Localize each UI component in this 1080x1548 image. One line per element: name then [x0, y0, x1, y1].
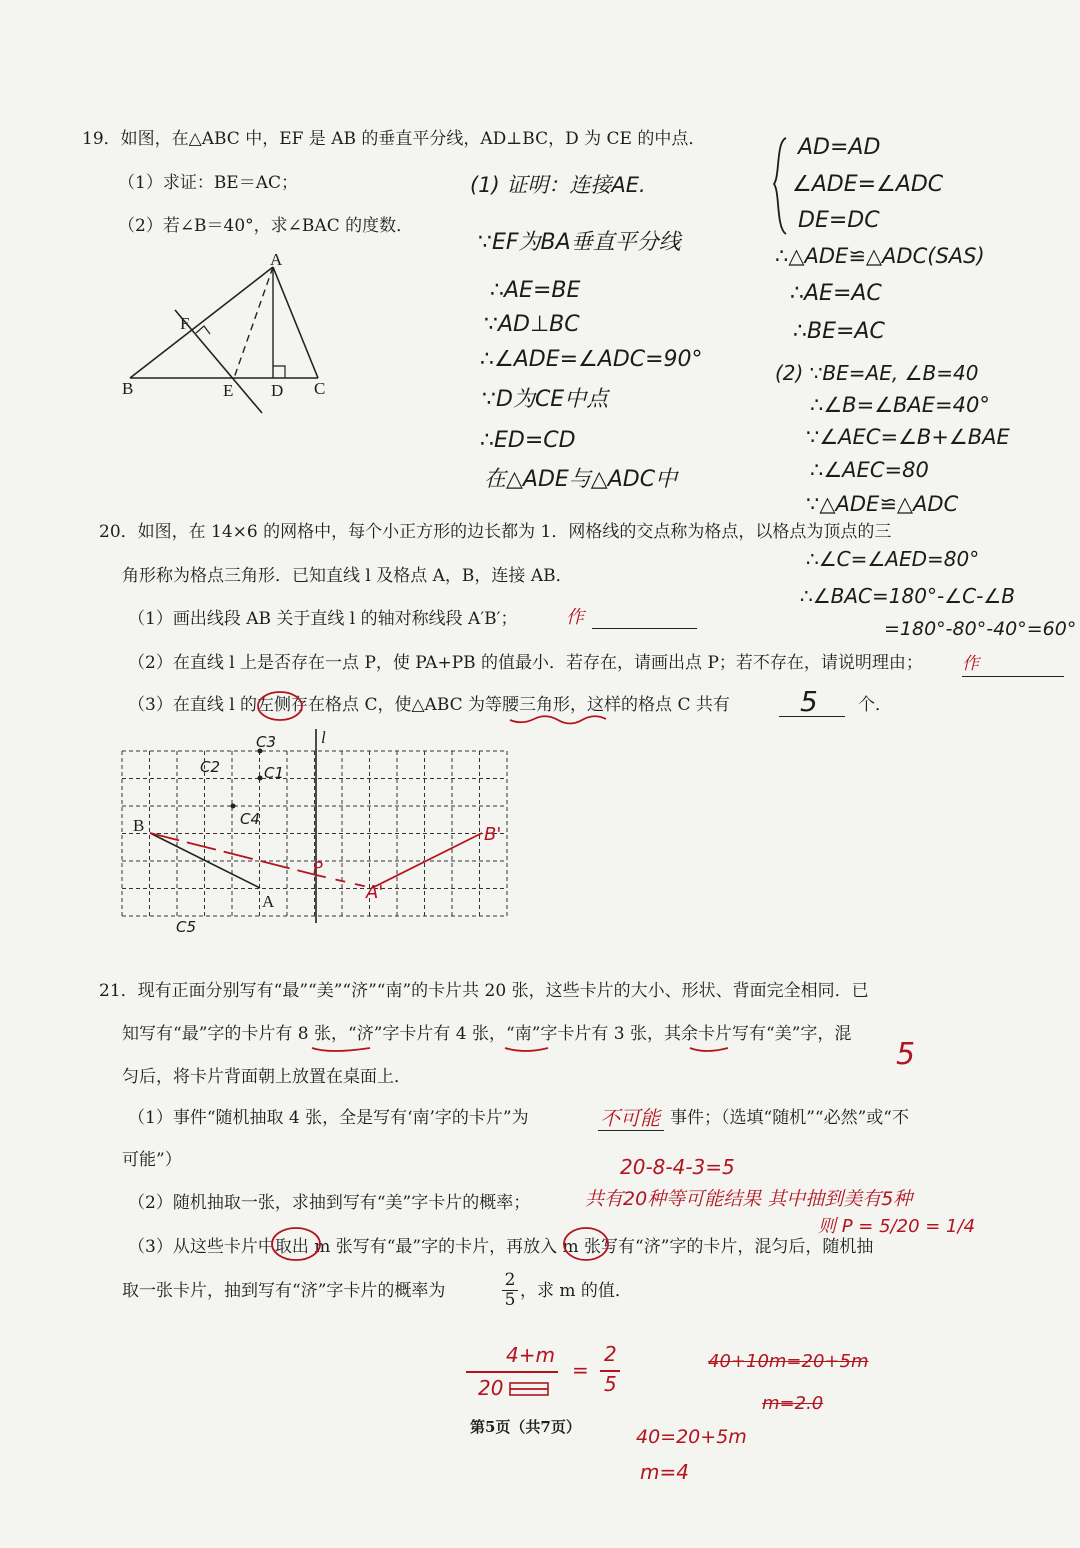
hw-q21-eq-bar [466, 1371, 558, 1373]
hw-q21-sol1: 40=20+5m [636, 1426, 747, 1448]
hw-q21-eq-rhs-num: 2 [604, 1342, 617, 1366]
hw-q19-mid-2: ∴AE=BE [490, 278, 581, 303]
hw-q21-strike1: 40+10m=20+5m [708, 1351, 869, 1372]
hw-q19-mid-6: ∴ED=CD [480, 428, 576, 453]
hw-q21-eq-sign: = [572, 1358, 589, 1382]
q20-part3-a: （3）在直线 l 的左侧存在格点 C，使△ABC 为等腰三角形，这样的格点 C 共有 [128, 695, 730, 715]
hw-label-C3: C3 [256, 733, 277, 751]
label-B-grid: B [133, 816, 145, 835]
hw-q21-eq-rhs-den: 5 [604, 1372, 617, 1396]
q21-frac-num: 2 [502, 1272, 518, 1291]
hw-q19-right-3: ∴△ADE≌△ADC(SAS) [775, 244, 985, 268]
hw-q19-right-4: ∴AE=AC [790, 281, 882, 306]
hw-brace [772, 136, 792, 236]
hw-q21-sol2: m=4 [640, 1460, 689, 1484]
hw-label-P: P [313, 858, 323, 877]
hw-label-C5: C5 [176, 918, 197, 936]
hw-q19-right-7: ∴∠B=∠BAE=40° [810, 393, 990, 417]
hw-q21-calc: 20-8-4-3=5 [620, 1155, 735, 1179]
q21-frac-den: 5 [504, 1290, 516, 1310]
page-footer: 第5页（共7页） [470, 1418, 581, 1436]
grid-lines [122, 751, 507, 916]
q20-part1: （1）画出线段 AB 关于直线 l 的轴对称线段 A′B′； [128, 609, 518, 629]
hw-q19-right-12: ∴∠BAC=180°-∠C-∠B [800, 584, 1015, 608]
q21-underlines [300, 1044, 740, 1056]
hw-q19-right-9: ∴∠AEC=80 [810, 458, 929, 482]
q21-blank1-line [598, 1130, 664, 1131]
label-F: F [180, 314, 190, 333]
label-B: B [122, 379, 134, 398]
hw-q19-right-13: =180°-80°-40°=60° [884, 618, 1077, 640]
q21-part3-b: 取一张卡片，抽到写有“济”字卡片的概率为 [122, 1281, 446, 1301]
q20-blank3-hw: 5 [800, 685, 818, 718]
label-C: C [314, 379, 326, 398]
q21-part1-c: 可能”） [122, 1150, 182, 1170]
hw-q21-blank1: 不可能 [600, 1106, 660, 1130]
hw-label-C4: C4 [240, 810, 261, 828]
label-A-grid: A [262, 892, 275, 911]
hw-q19-mid-3: ∵AD⊥BC [484, 312, 580, 337]
q20-blank1-line [592, 628, 697, 629]
hw-q19-right-2: DE=DC [798, 208, 880, 233]
hw-q19-right-5: ∴BE=AC [793, 319, 885, 344]
q21-line1: 21．现有正面分别写有“最”“美”“济”“南”的卡片共 20 张，这些卡片的大小、形状、背面完全相同．已 [99, 981, 869, 1001]
q20-blank3-line [779, 716, 845, 717]
q19-triangle-figure [110, 250, 350, 415]
hw-q21-eq-num: 4+m [506, 1343, 555, 1367]
q21-line2: 知写有“最”字的卡片有 8 张，“济”字卡片有 4 张，“南”字卡片有 3 张，其余卡片写有“美”字，混 [122, 1024, 852, 1044]
label-E: E [223, 381, 234, 400]
hw-label-C1: C1 [264, 764, 285, 782]
hw-q21-strike2: m=2.0 [762, 1393, 824, 1414]
q21-part2: （2）随机抽取一张，求抽到写有“美”字卡片的概率； [128, 1193, 531, 1213]
hw-q19-right-1: ∠ADE=∠ADC [792, 172, 944, 197]
hw-q19-mid-7: 在△ADE与△ADC中 [484, 467, 678, 492]
hw-label-B2: B' [484, 824, 502, 845]
q21-fraction [502, 1272, 518, 1309]
q21-part1-a: （1）事件“随机抽取 4 张，全是写有‘南’字的卡片”为 [128, 1108, 529, 1128]
q20-blank1-hw: 作 [566, 607, 584, 628]
q20-part2: （2）在直线 l 上是否存在一点 P，使 PA+PB 的值最小．若存在，请画出点 P；若不存在，请说明理由； [128, 653, 923, 673]
q20-stem-line1: 20．如图，在 14×6 的网格中，每个小正方形的边长都为 1．网格线的交点称为格点，以格点为顶点的三 [99, 522, 892, 542]
q21-part3-a: （3）从这些卡片中取出 m 张写有“最”字的卡片，再放入 m 张写有“济”字的卡片，混匀后，随机抽 [128, 1237, 874, 1257]
q19-part2: （2）若∠B＝40°，求∠BAC 的度数． [118, 216, 414, 236]
q19-stem: 19．如图，在△ABC 中，EF 是 AB 的垂直平分线，AD⊥BC，D 为 CE 的中点． [82, 129, 706, 149]
q20-blank2-line [962, 676, 1064, 677]
hw-q19-mid-5: ∵D为CE中点 [482, 387, 609, 412]
label-A: A [270, 250, 283, 269]
hw-label-A2: A' [366, 882, 384, 903]
q20-circle-mark [256, 690, 306, 722]
hw-q21-eq-den-strike [508, 1380, 552, 1398]
q19-part1: （1）求证：BE＝AC； [118, 173, 299, 193]
hw-q21-eq-den: 20 [478, 1376, 504, 1400]
hw-q21-five: 5 [896, 1037, 916, 1072]
hw-q19-right-11: ∴∠C=∠AED=80° [806, 547, 980, 571]
hw-q19-right-10: ∵△ADE≌△ADC [806, 492, 959, 516]
hw-q19-right-0: AD=AD [798, 135, 881, 160]
hw-q19-right-6: (2) ∵BE=AE, ∠B=40 [775, 361, 979, 385]
q20-grid-figure [100, 725, 530, 940]
hw-label-C2: C2 [200, 758, 221, 776]
q21-line3: 匀后，将卡片背面朝上放置在桌面上． [122, 1067, 411, 1087]
q21-part1-b: 事件；（选填“随机”“必然”或“不 [670, 1108, 909, 1128]
hw-q21-p2: 共有20种等可能结果 其中抽到美有5种 [585, 1188, 913, 1210]
hw-q19-right-8: ∵∠AEC=∠B+∠BAE [806, 425, 1010, 449]
q21-part3-c: ，求 m 的值． [520, 1281, 632, 1301]
segment-PA2 [316, 875, 372, 888]
segment-BP [150, 833, 316, 875]
q20-part3-b: 个． [858, 695, 892, 715]
q20-stem-line2: 角形称为格点三角形．已知直线 l 及格点 A，B，连接 AB． [122, 566, 573, 586]
q21-circle-marks [270, 1224, 610, 1268]
q20-blank2-hw: 作 [962, 654, 979, 674]
label-D: D [271, 381, 284, 400]
label-l: l [321, 728, 326, 747]
hw-q21-p2b: 则 P = 5/20 = 1/4 [818, 1216, 976, 1237]
hw-q19-mid-4: ∴∠ADE=∠ADC=90° [480, 347, 703, 372]
hw-q19-mid-1: ∵EF为BA垂直平分线 [478, 230, 681, 255]
hw-q19-mid-0: (1) 证明：连接AE. [470, 173, 646, 197]
